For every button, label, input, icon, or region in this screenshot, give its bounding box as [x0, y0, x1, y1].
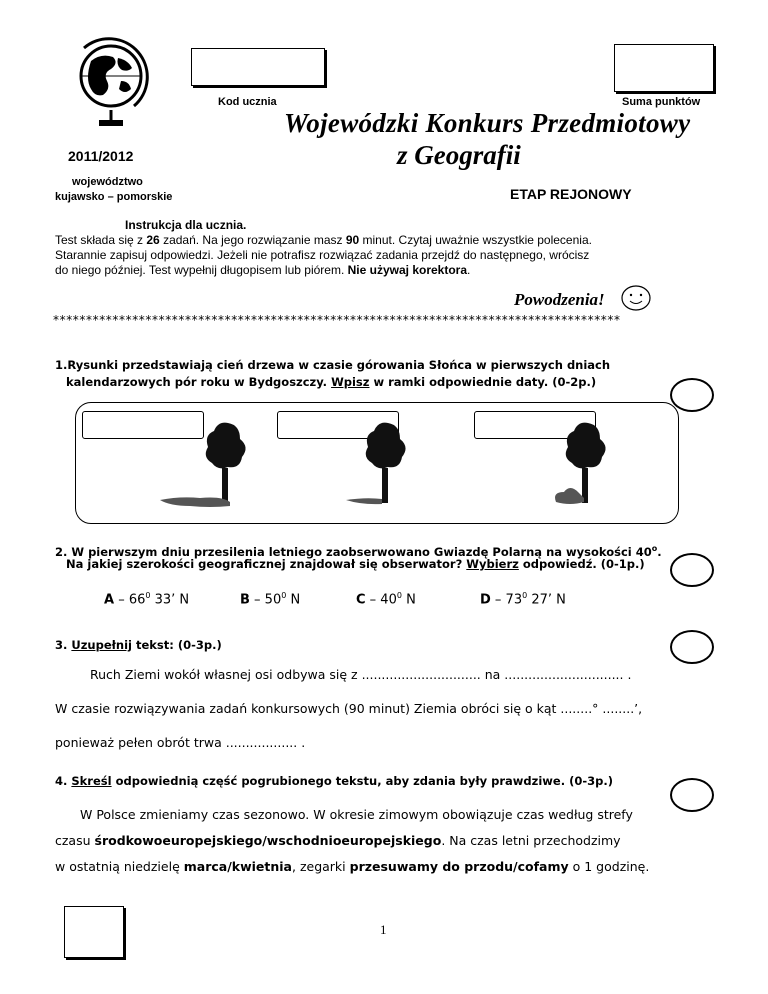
q1-line2: kalendarzowych pór roku w Bydgoszczy. Wpisz w ramki odpowiednie daty. (0-2p.) — [66, 375, 597, 389]
q4-score-circle[interactable] — [670, 778, 714, 812]
wojewodztwo-label: województwo — [72, 176, 143, 188]
q2-line2: Na jakiej szerokości geograficznej znajdował się obserwator? Wybierz odpowiedź. (0-1p.) — [66, 557, 645, 571]
kod-ucznia-box[interactable] — [191, 48, 325, 86]
q2-option-c[interactable]: C – $40^0$ N — [356, 591, 416, 608]
page-points-box[interactable] — [64, 906, 124, 958]
q1-score-circle[interactable] — [670, 378, 714, 412]
suma-punktow-label: Suma punktów — [622, 96, 701, 108]
q2-option-d[interactable]: D – $73^0$ 27’ N — [480, 591, 566, 608]
smiley-icon — [620, 284, 652, 312]
instructions-line3: do niego później. Test wypełnij długopisem lub piórem. Nie używaj korektora. — [55, 263, 471, 277]
wojewodztwo-value: kujawsko – pomorskie — [55, 191, 173, 203]
good-luck: Powodzenia! — [514, 290, 605, 309]
q2-score-circle[interactable] — [670, 553, 714, 587]
q2-option-a[interactable]: A – $66^0$ 33’ N — [104, 591, 190, 608]
star-divider: ************************************************************************************** — [53, 313, 621, 327]
page-title-line1: Wojewódzki Konkurs Przedmiotowy — [284, 108, 691, 138]
suma-punktow-box[interactable] — [614, 44, 714, 92]
q3-line3: ponieważ pełen obrót trwa .................. . — [55, 735, 306, 750]
instructions-heading: Instrukcja dla ucznia. — [125, 218, 247, 232]
q3-line2: W czasie rozwiązywania zadań konkursowych (90 minut) Ziemia obróci się o kąt ........° ........’, — [55, 701, 643, 716]
q3-heading: 3. Uzupełnij tekst: (0-3p.) — [55, 638, 222, 652]
q4-line1: W Polsce zmieniamy czas sezonowo. W okresie zimowym obowiązuje czas według strefy — [80, 807, 633, 822]
page-title-line2: z Geografii — [397, 140, 521, 170]
q1-line1: 1.Rysunki przedstawiają cień drzewa w czasie górowania Słońca w pierwszych dniach — [55, 358, 611, 372]
q3-line1: Ruch Ziemi wokół własnej osi odbywa się z .............................. na .............................. . — [90, 667, 632, 682]
etap-label: ETAP REJONOWY — [510, 186, 632, 202]
globe-logo — [66, 36, 156, 136]
tree-icon-3 — [516, 418, 616, 513]
instructions-line2: Starannie zapisuj odpowiedzi. Jeżeli nie potrafisz rozwiązać zadania przejdź do następnego, wrócisz — [55, 248, 590, 262]
instructions-line1: Test składa się z 26 zadań. Na jego rozwiązanie masz 90 minut. Czytaj uważnie wszystkie polecenia. — [55, 233, 592, 247]
q1-illustration — [75, 402, 679, 524]
q4-heading: 4. Skreśl odpowiednią część pogrubionego tekstu, aby zdania były prawdziwe. (0-3p.) — [55, 774, 613, 788]
q4-line2: czasu środkowoeuropejskiego/wschodnioeuropejskiego. Na czas letni przechodzimy — [55, 833, 621, 848]
tree-icon-2 — [316, 418, 416, 513]
q2-option-b[interactable]: B – $50^0$ N — [240, 591, 301, 608]
page-number: 1 — [380, 922, 387, 937]
q2-line1: 2. W pierwszym dniu przesilenia letniego zaobserwowano Gwiazdę Polarną na wysokości 40$^o$. — [55, 544, 662, 559]
q3-score-circle[interactable] — [670, 630, 714, 664]
kod-ucznia-label: Kod ucznia — [218, 96, 277, 108]
school-year: 2011/2012 — [68, 148, 134, 164]
tree-icon-1 — [156, 418, 256, 513]
q4-line3: w ostatnią niedzielę marca/kwietnia, zegarki przesuwamy do przodu/cofamy o 1 godzinę. — [55, 859, 650, 874]
